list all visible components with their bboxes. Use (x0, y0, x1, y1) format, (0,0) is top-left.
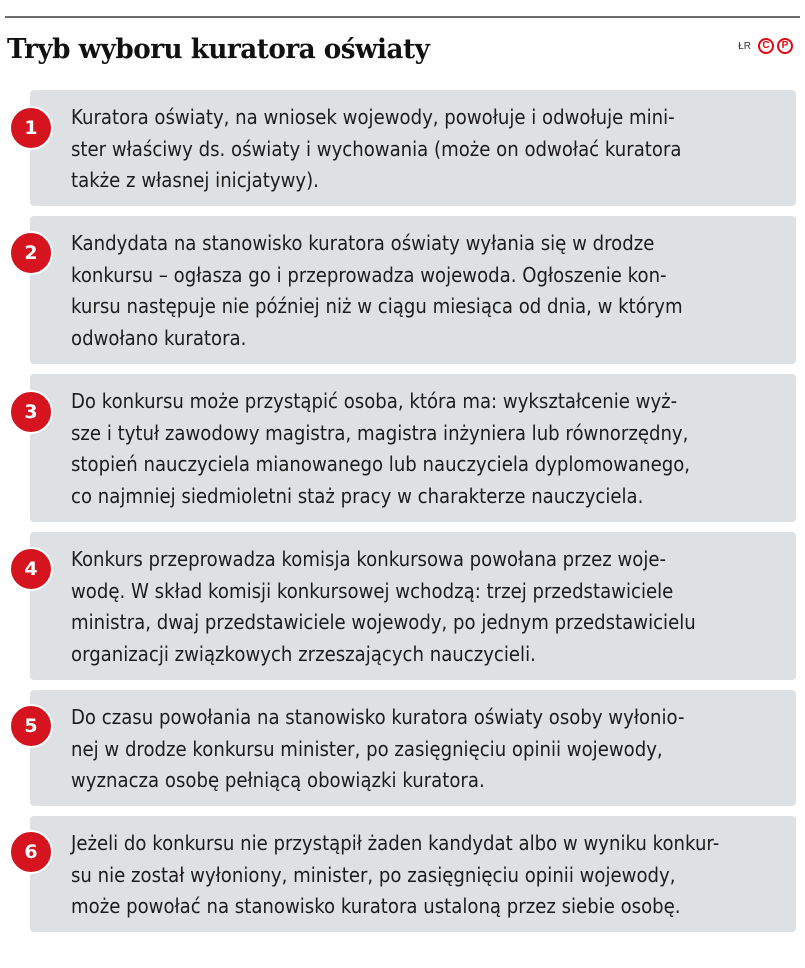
step-text-line: wodę. W skład komisji konkursowej wchodzą: trzej przedstawiciele (71, 578, 674, 603)
step-box-3 (24, 374, 796, 522)
step-text-line: Kuratora oświaty, na wniosek wojewody, powołuje i odwołuje mini- (71, 105, 675, 129)
step-number-badge: 1 (9, 106, 53, 150)
step-text (71, 228, 784, 354)
step-text-line: Jeżeli do konkursu nie przystąpił żaden kandydat albo w wyniku konkur- (71, 831, 720, 855)
step-text-line: sze i tytuł zawodowy magistra, magistra inżyniera lub równorzędny, (71, 420, 689, 445)
step-text-line: ministra, dwaj przedstawiciele wojewody, po jednym przedstawicielu (71, 610, 696, 634)
top-rule (5, 16, 800, 18)
publisher-logo-icon: P (777, 38, 793, 54)
step-text-line: konkursu – ogłasza go i przeprowadza wojewoda. Ogłoszenie kon- (71, 262, 667, 287)
step-text-line: co najmniej siedmioletni staż pracy w charakterze nauczyciela. (71, 483, 644, 508)
step-text-line: stopień nauczyciela mianowanego lub nauczyciela dyplomowanego, (71, 452, 691, 476)
step-text-line: kursu następuje nie później niż w ciągu miesiąca od dnia, w którym (71, 294, 683, 318)
step-text-line: wyznacza osobę pełniącą obowiązki kuratora. (71, 768, 485, 792)
step-text-line: może powołać na stanowisko kuratora ustaloną przez siebie osobę. (71, 894, 681, 918)
credit-author: ŁR (738, 40, 751, 52)
step-text-line: Do czasu powołania na stanowisko kuratora oświaty osoby wyłonio- (71, 705, 685, 729)
step-text (71, 544, 784, 670)
step-box-5 (24, 690, 796, 806)
step-text-line: ster właściwy ds. oświaty i wychowania (może on odwołać kuratora (71, 136, 682, 161)
step-number-badge: 4 (9, 547, 53, 591)
step-text-line: su nie został wyłoniony, minister, po zasięgnięciu opinii wojewody, (71, 862, 676, 887)
page-title: Tryb wyboru kuratora oświaty (7, 34, 430, 65)
copyright-logo-icon: C (758, 38, 774, 54)
step-text (71, 702, 784, 797)
step-text-line: Do konkursu może przystąpić osoba, która ma: wykształcenie wyż- (71, 389, 678, 413)
credit (738, 38, 793, 54)
step-text-line: organizacji związkowych zrzeszających nauczycieli. (71, 641, 536, 666)
step-text (71, 102, 784, 197)
step-number-badge: 3 (9, 390, 53, 434)
step-text-line: odwołano kuratora. (71, 325, 247, 350)
step-text-line: także z własnej inicjatywy). (71, 168, 319, 192)
step-box-4 (24, 532, 796, 680)
step-number-badge: 2 (9, 231, 53, 275)
step-text (71, 386, 784, 512)
step-box-1 (24, 90, 796, 206)
step-text-line: Kandydata na stanowisko kuratora oświaty wyłania się w drodze (71, 231, 655, 255)
step-number-badge: 6 (9, 830, 53, 874)
step-box-2 (24, 216, 796, 364)
step-number-badge: 5 (9, 704, 53, 748)
step-box-6 (24, 816, 796, 932)
step-text (71, 828, 784, 923)
step-text-line: Konkurs przeprowadza komisja konkursowa powołana przez woje- (71, 547, 667, 571)
step-text-line: nej w drodze konkursu minister, po zasięgnięciu opinii wojewody, (71, 736, 663, 761)
